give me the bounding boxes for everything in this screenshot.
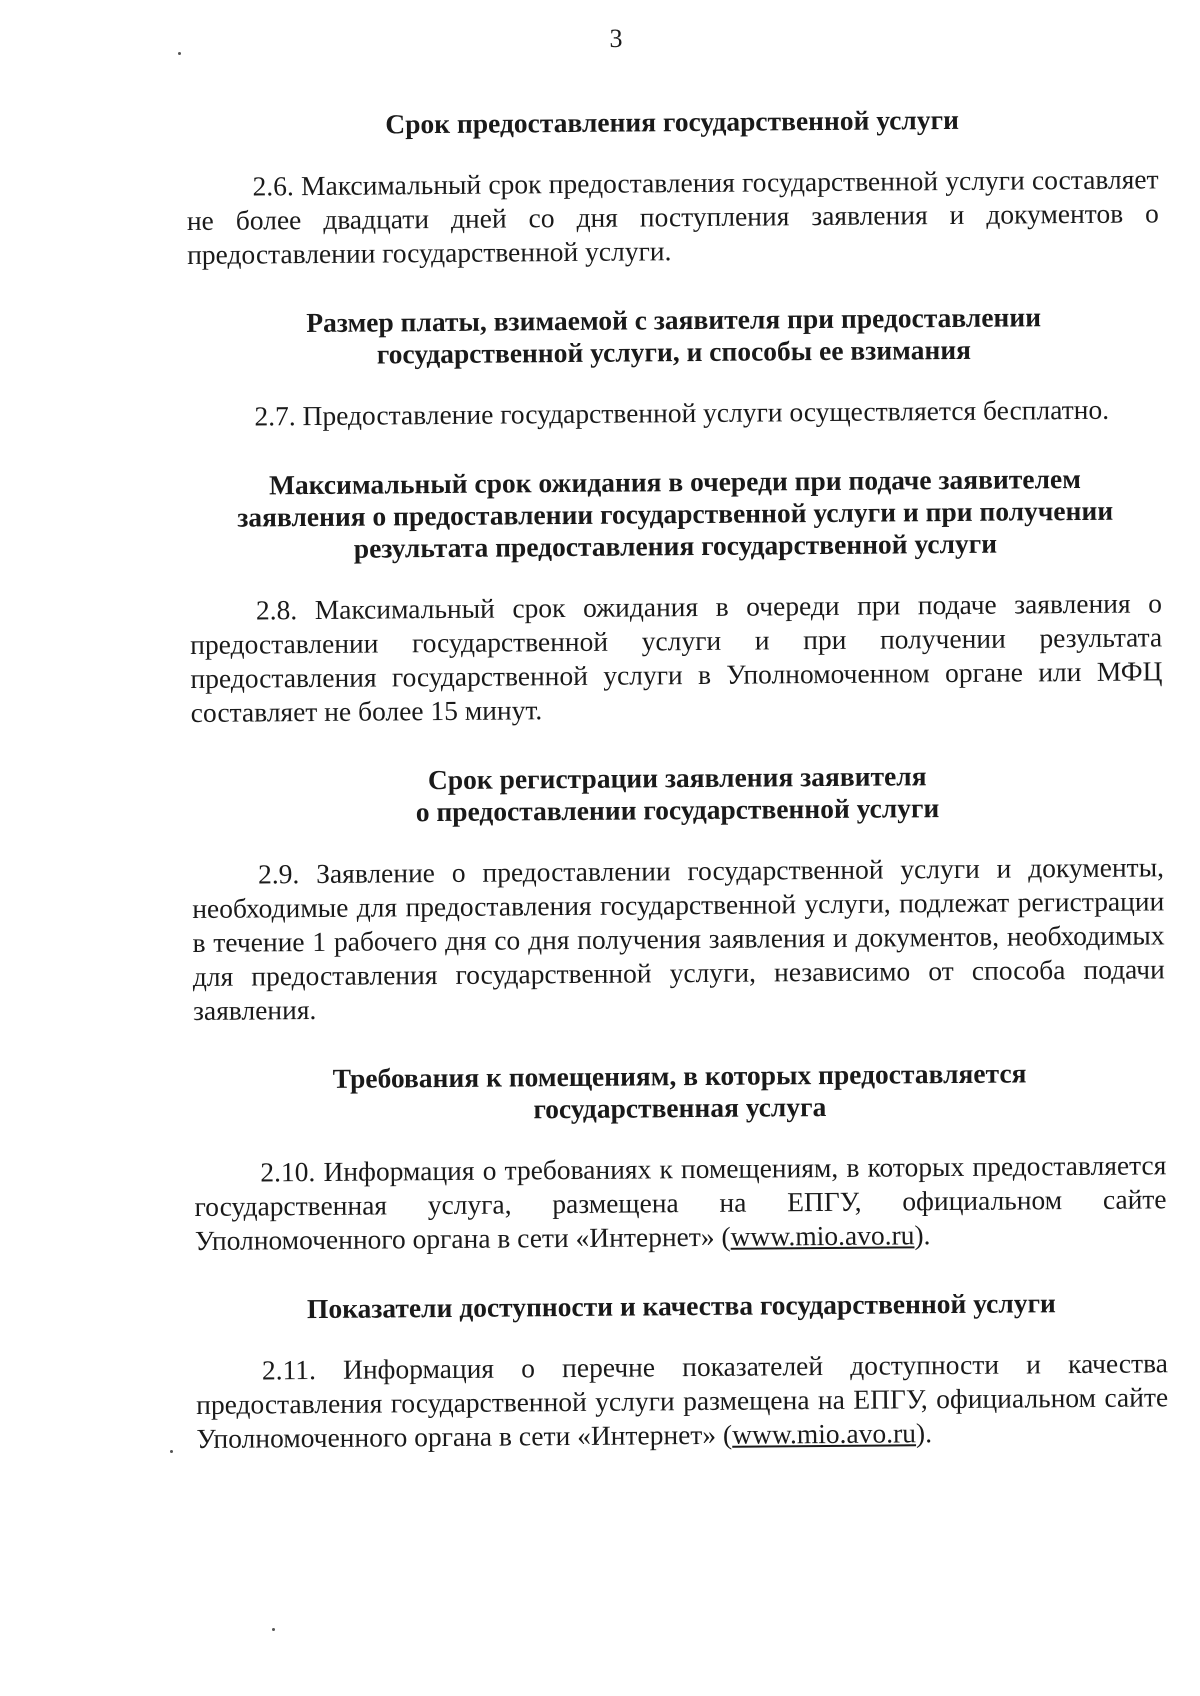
paragraph-2-11 xyxy=(196,1346,1169,1456)
heading-line: Требования к помещениям, в которых предоставляется xyxy=(332,1057,1027,1094)
paragraph-2-6: 2.6. Максимальный срок предоставления государственной услуги составляет не более двадцати дней со дня поступления заявления и документов о предоставлении государственной услуги. xyxy=(186,163,1159,270)
heading-line: Максимальный срок ожидания в очереди при подаче заявителем xyxy=(268,462,1081,501)
section-heading-fee xyxy=(188,300,1160,372)
document-body xyxy=(186,102,1169,1456)
heading-line: Размер платы, взимаемой с заявителя при предоставлении xyxy=(306,301,1042,339)
heading-line: заявления о предоставлении государственной услуги и при получении xyxy=(237,494,1114,533)
heading-line: о предоставлении государственной услуги xyxy=(415,792,940,828)
heading-line: результата предоставления государственной услуги xyxy=(353,527,998,564)
heading-line: государственная услуга xyxy=(533,1091,827,1125)
page-number: 3 xyxy=(609,24,623,53)
heading-line: Срок регистрации заявления заявителя xyxy=(427,760,927,796)
paragraph-2-8: 2.8. Максимальный срок ожидания в очереди при подаче заявления о предоставлении государственной услуги и при получении результата предоставления государственной услуги в Уполномоченном органе или МФЦ составляет не более 15 минут. xyxy=(190,587,1163,728)
heading-line: Показатели доступности и качества государственной услуги xyxy=(306,1287,1056,1325)
website-link[interactable]: www.mio.avo.ru xyxy=(730,1219,915,1252)
paragraph-2-10 xyxy=(194,1148,1167,1258)
heading-line: Срок предоставления государственной услуги xyxy=(385,103,960,140)
paragraph-text: 2.11. Информация о перечне показателей доступности и качества предоставления государственной услуги размещена на ЕПГУ, официальном сайте Уполномоченного органа в сети «Интернет» ( xyxy=(196,1347,1169,1454)
paragraph-text: 2.10. Информация о требованиях к помещениям, в которых предоставляется государственная услуга, размещена на ЕПГУ, официальном сайте Уполномоченного органа в сети «Интернет» ( xyxy=(194,1149,1167,1256)
website-link[interactable]: www.mio.avo.ru xyxy=(732,1417,917,1450)
scan-speck xyxy=(272,1628,275,1631)
heading-line: государственной услуги, и способы ее взимания xyxy=(376,333,972,370)
section-heading-premises xyxy=(193,1056,1165,1128)
section-heading-registration xyxy=(191,758,1163,830)
section-heading-queue xyxy=(189,462,1162,566)
paragraph-text-end: ). xyxy=(914,1219,931,1251)
scan-speck xyxy=(170,1450,173,1453)
paragraph-2-9: 2.9. Заявление о предоставлении государственной услуги и документы, необходимые для предоставления государственной услуги, подлежат регистрации в течение 1 рабочего дня со дня получения заявления и документов, необходимых для предоставления государственной услуги, независимо от способа подачи заявления. xyxy=(192,851,1165,1026)
paragraph-2-7: 2.7. Предоставление государственной услуги осуществляется бесплатно. xyxy=(254,393,1110,432)
paragraph-text-end: ). xyxy=(915,1417,933,1449)
scan-speck xyxy=(178,52,181,55)
